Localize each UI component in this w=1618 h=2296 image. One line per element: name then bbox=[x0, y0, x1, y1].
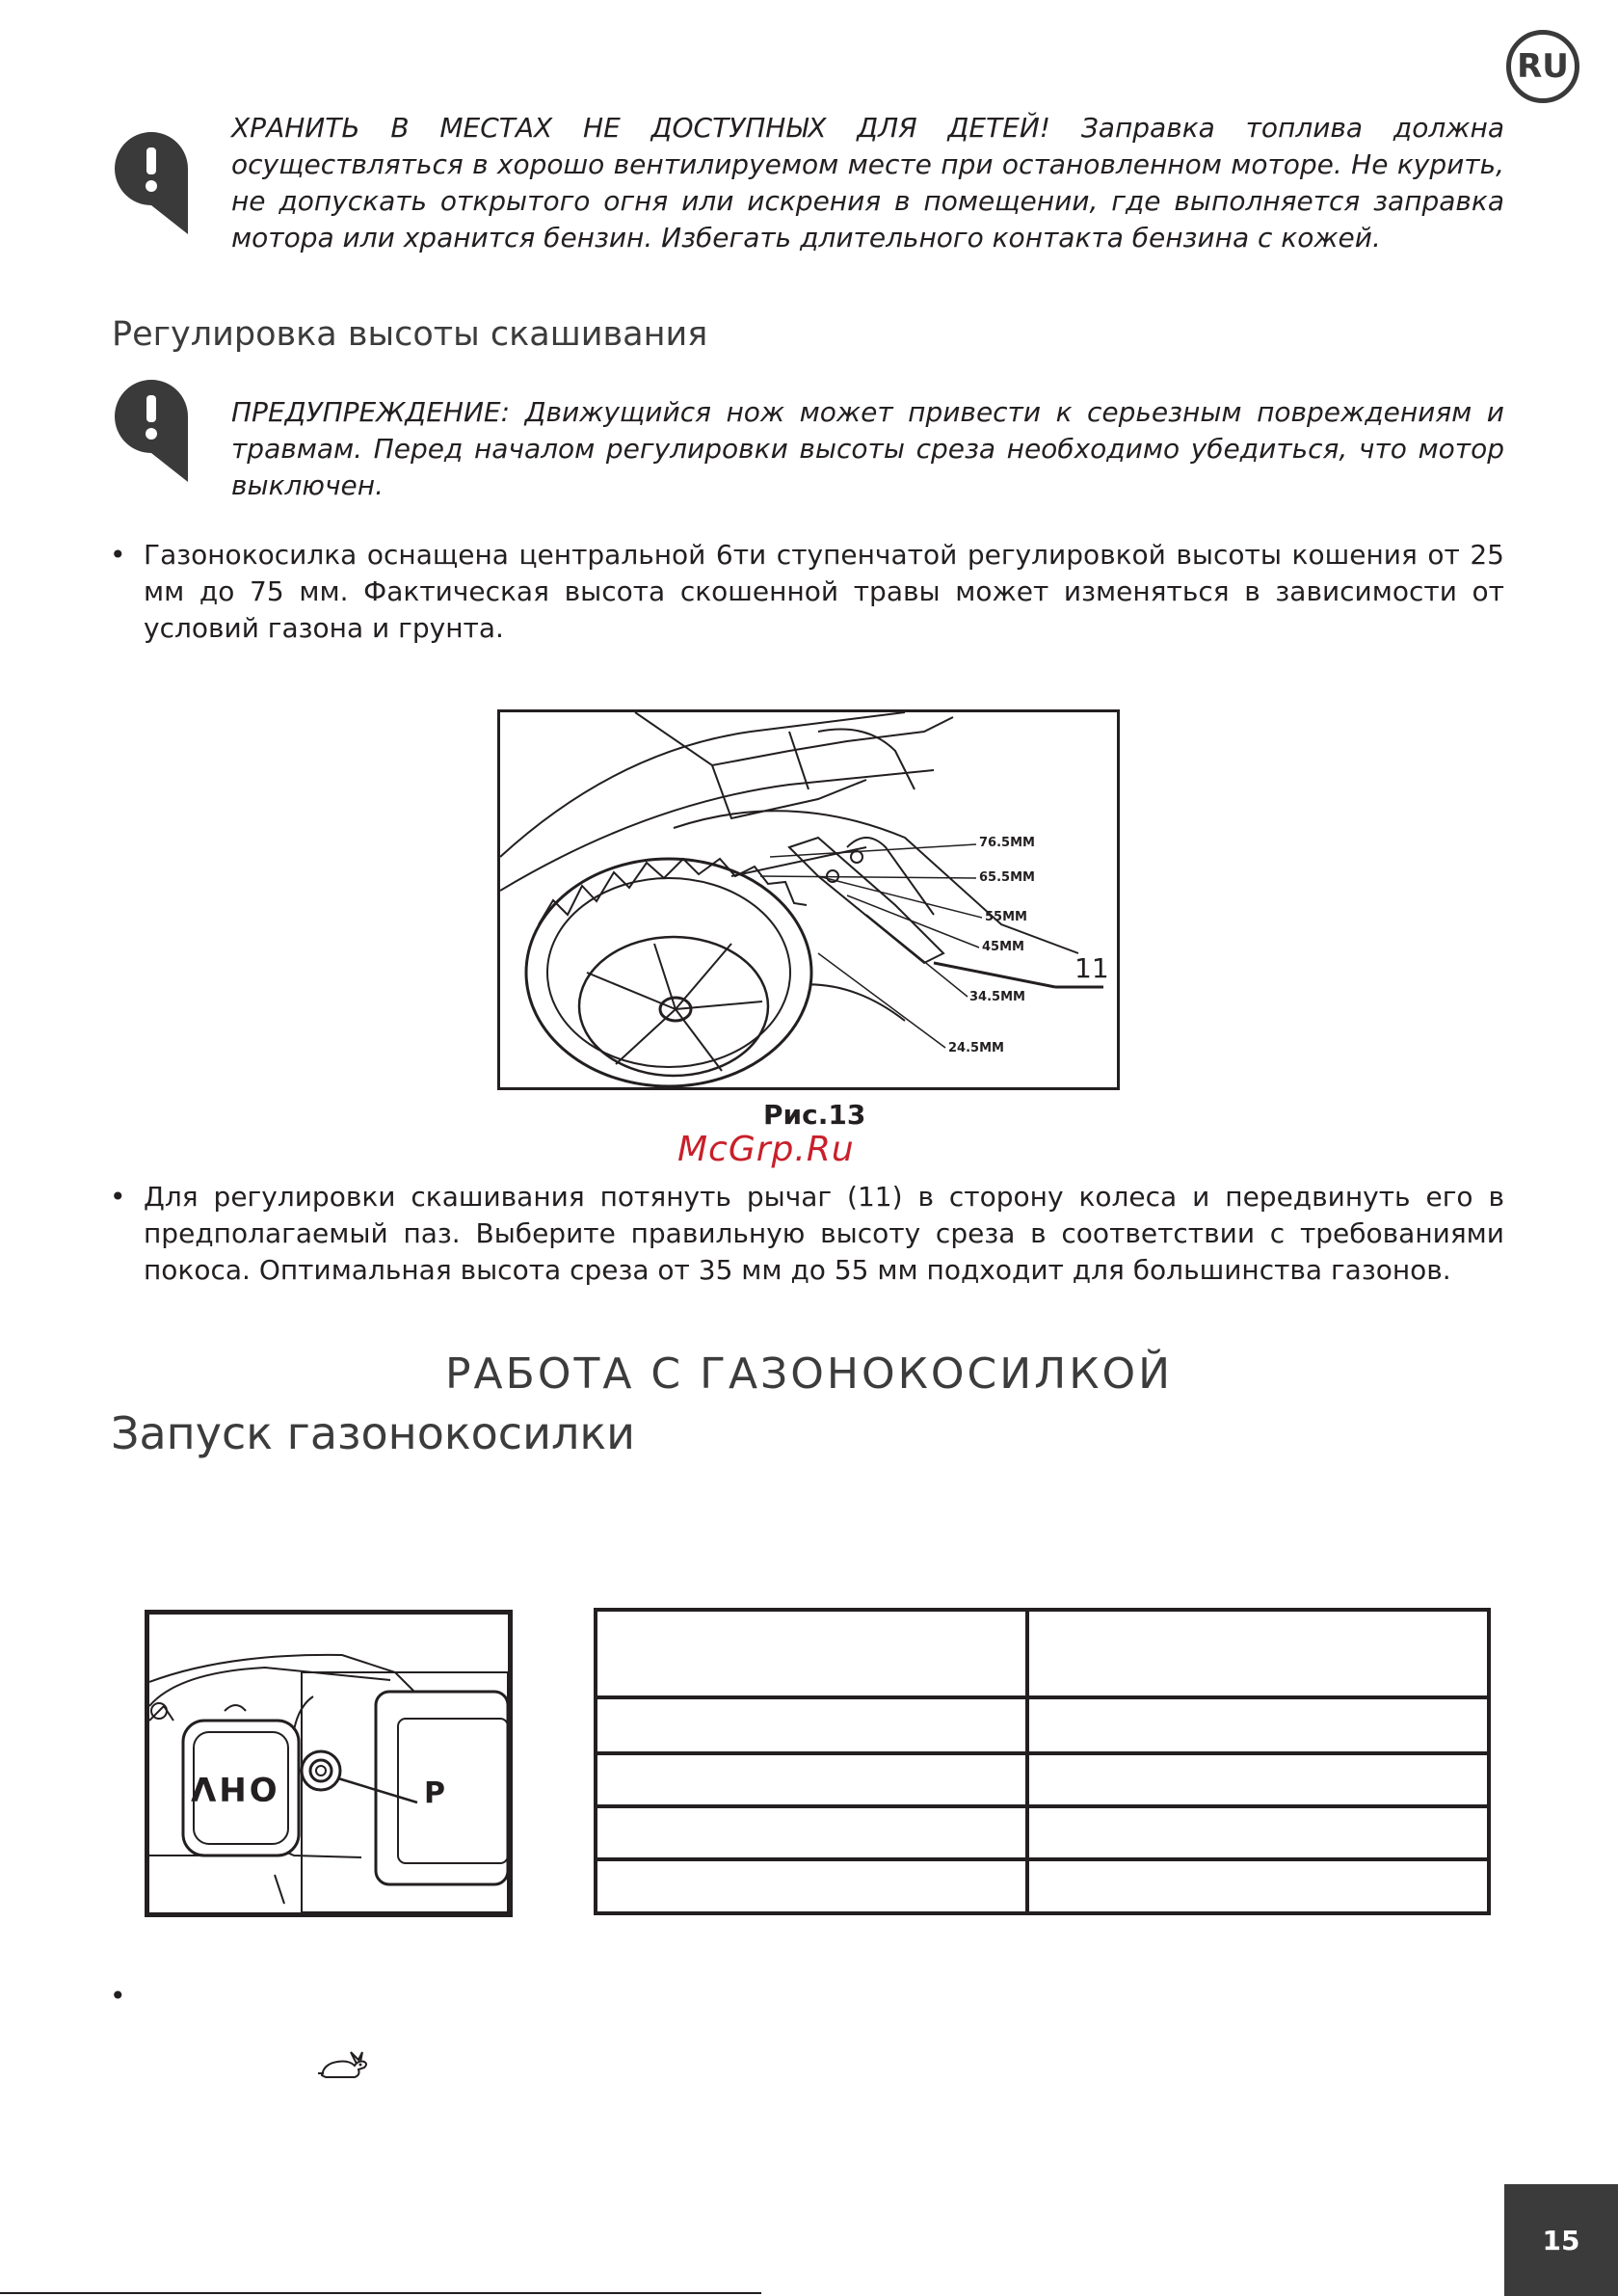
height-label-34-5: 34.5MM bbox=[969, 990, 1025, 1004]
rabbit-fast-icon bbox=[316, 2050, 370, 2085]
bullet-dot: • bbox=[110, 1980, 126, 2012]
height-range-paragraph: Газонокосилка оснащена центральной 6ти ступенчатой регулировкой высоты кошения от 25 мм до 75 мм. Фактическая высота скошенной травы может изменяться в зависимости от условий газона и грунта. bbox=[144, 539, 1504, 644]
figure-13-height-lever bbox=[497, 709, 1120, 1090]
table-cell bbox=[596, 1753, 1027, 1806]
height-label-24-5: 24.5MM bbox=[948, 1041, 1004, 1055]
engine-ohv-mark: OHV bbox=[188, 1769, 278, 1807]
height-label-55: 55MM bbox=[985, 910, 1027, 924]
lever-adjust-paragraph: Для регулировки скашивания потянуть рычаг (11) в сторону колеса и передвинуть его в предполагаемый паз. Выберите правильную высоту среза в соответствии с требованиями покоса. Оптимальная высота среза от 35 мм до 55 мм подходит для большинства газонов. bbox=[144, 1181, 1504, 1286]
language-badge: RU bbox=[1506, 30, 1579, 103]
watermark: McGrp.Ru bbox=[677, 1130, 855, 1169]
table-cell bbox=[1027, 1610, 1489, 1697]
subsection-title-start: Запуск газонокосилки bbox=[111, 1407, 636, 1459]
start-procedure-table bbox=[594, 1608, 1491, 1915]
engine-primer-figure bbox=[145, 1610, 513, 1917]
warning-icon bbox=[111, 128, 192, 238]
table-cell bbox=[1027, 1697, 1489, 1753]
table-cell bbox=[596, 1859, 1027, 1913]
bullet-dot: • bbox=[110, 1181, 126, 1213]
table-cell bbox=[596, 1610, 1027, 1697]
warning-blade-text: ПРЕДУПРЕЖДЕНИЕ: Движущийся нож может привести к серьезным повреждениям и травмам. Перед началом регулировки высоты среза необходимо убедиться, что мотор выключен. bbox=[231, 396, 1504, 501]
height-label-76-5: 76.5MM bbox=[979, 836, 1035, 850]
table-cell bbox=[596, 1806, 1027, 1859]
bullet-dot: • bbox=[110, 539, 126, 571]
figure-13-caption: Рис.13 bbox=[763, 1099, 866, 1131]
table-cell bbox=[1027, 1859, 1489, 1913]
height-label-45: 45MM bbox=[982, 940, 1024, 954]
warning-icon bbox=[111, 376, 192, 486]
heading-height-adjustment: Регулировка высоты скашивания bbox=[112, 315, 708, 354]
section-title-operation: РАБОТА С ГАЗОНОКОСИЛКОЙ bbox=[445, 1349, 1173, 1399]
table-cell bbox=[596, 1697, 1027, 1753]
height-label-65-5: 65.5MM bbox=[979, 870, 1035, 885]
lever-callout-11: 11 bbox=[1074, 952, 1109, 984]
page-number: 15 bbox=[1504, 2184, 1618, 2296]
primer-callout-p: P bbox=[424, 1776, 445, 1810]
table-cell bbox=[1027, 1806, 1489, 1859]
footer-divider bbox=[0, 2292, 761, 2294]
warning-storage-text: ХРАНИТЬ В МЕСТАХ НЕ ДОСТУПНЫХ ДЛЯ ДЕТЕЙ! Заправка топлива должна осуществляться в хорошо вентилируемом месте при остановленном моторе. Не курить, не допускать открытого огня или искрения в помещении, где выполняется заправка мотора или хранится бензин. Избегать длительного контакта бензина с кожей. bbox=[231, 112, 1504, 254]
table-cell bbox=[1027, 1753, 1489, 1806]
